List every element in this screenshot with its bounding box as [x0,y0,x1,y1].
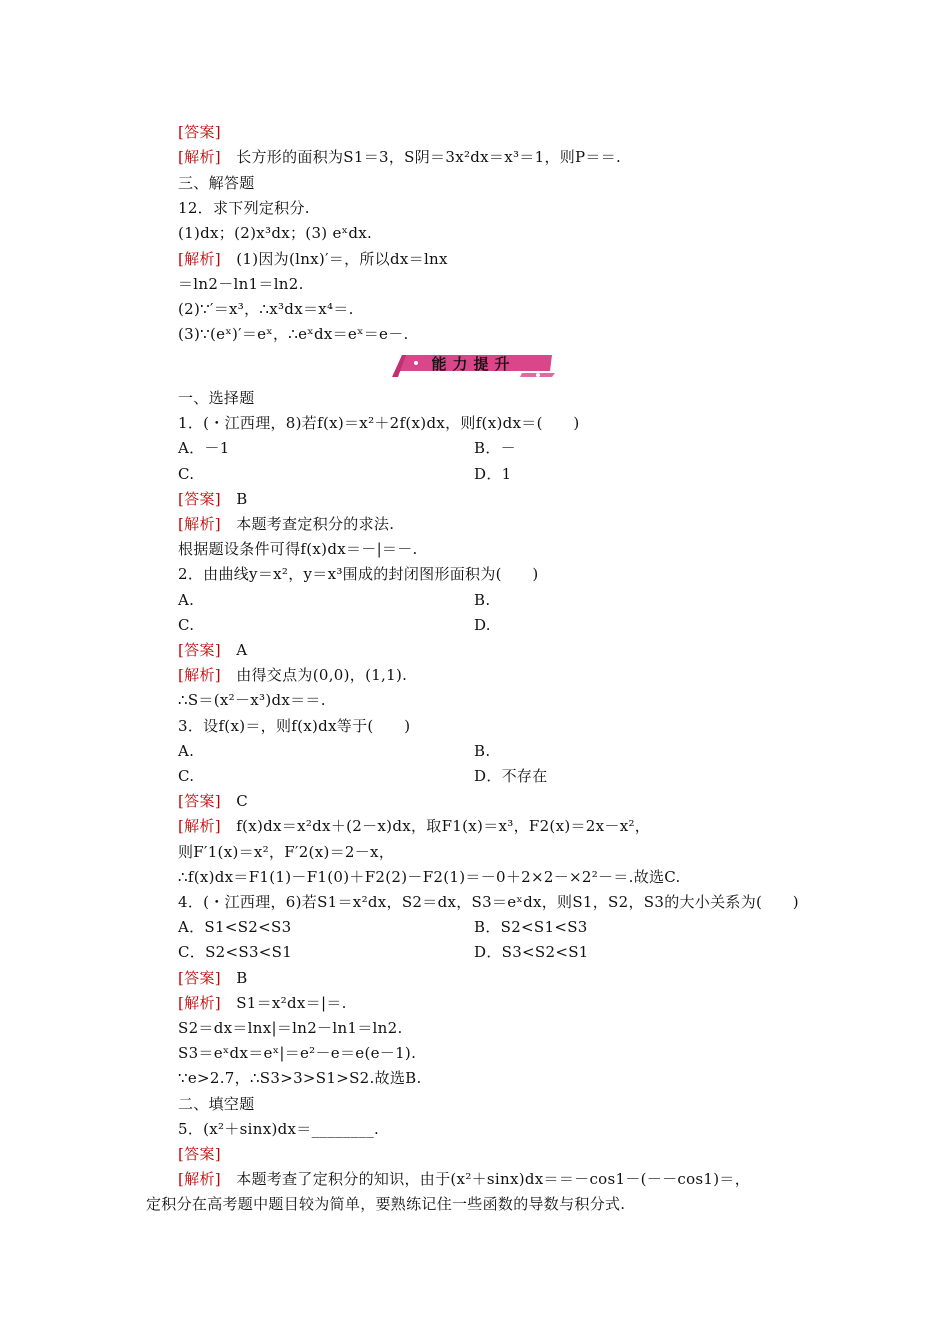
label-tag: [解析] [178,817,221,836]
label-tag: [答案] [178,123,221,141]
option-right: D．1 [474,464,512,483]
text-segment: C [220,792,248,811]
text-line [178,1043,416,1063]
text-segment: 一、选择题 [178,389,255,407]
text-segment: 则F′1(x)＝x²，F′2(x)＝2－x， [178,842,395,861]
text-line [178,388,255,408]
text-segment: 三、解答题 [178,173,255,192]
text-line [178,766,548,786]
text-line [178,489,248,509]
label-tag: [答案] [178,1145,221,1163]
label-tag: [答案] [178,792,221,811]
option-right: D．不存在 [474,767,548,785]
text-line [178,464,512,484]
text-line [178,1144,221,1164]
text-segment: f(x)dx＝x²dx＋(2－x)dx，取F1(x)＝x³，F2(x)＝2x－x²， [220,817,651,836]
text-line [178,1068,422,1088]
label-tag: [解析] [178,993,221,1012]
label-tag: [解析] [178,249,221,268]
text-line [178,993,347,1013]
text-segment: 12．求下列定积分. [178,198,310,217]
text-line [178,741,491,761]
text-line [178,690,326,710]
text-line [146,1194,625,1214]
text-line [178,640,247,660]
text-line [178,1119,379,1139]
text-line [178,223,372,243]
label-tag: [解析] [178,666,221,685]
text-line [178,791,248,811]
text-segment: A. [178,741,195,760]
text-line [178,299,354,319]
text-line [178,665,407,685]
text-segment: B [220,489,248,508]
option-right: D．S3<S2<S1 [474,943,589,962]
text-segment: A [220,641,248,659]
text-segment: S1＝x²dx＝|＝. [220,993,347,1012]
text-segment: 1．(・江西理，8)若f(x)＝x²＋2f(x)dx，则f(x)dx＝( ) [178,414,580,433]
text-line [178,1018,403,1038]
text-line [178,716,410,736]
banner-title: 能力提升 [431,355,516,373]
text-line [178,1169,750,1189]
text-segment: 4．(・江西理，6)若S1＝x²dx，S2＝dx，S3＝eˣdx，则S1，S2，S3的大小关系为( ) [178,893,799,911]
text-segment: C. [178,767,195,785]
text-segment: (3)∵(eˣ)′＝eˣ，∴eˣdx＝eˣ＝e－. [178,325,409,344]
text-line [178,842,394,862]
option-right: B．－ [474,439,516,458]
text-line [178,867,681,887]
text-segment: A．S1<S2<S3 [178,918,292,937]
text-segment: 长方形的面积为S1＝3，S阴＝3x²dx＝x³＝1，则P＝＝. [220,148,622,167]
text-segment: S2＝dx＝lnx|＝ln2－ln1＝ln2. [178,1019,403,1037]
section-banner [392,353,555,379]
text-segment: 本题考查了定积分的知识，由于(x²＋sinx)dx＝＝－cos1－(－－cos1)＝， [220,1170,751,1189]
text-segment: (1)因为(lnx)′＝，所以dx＝lnx [220,249,448,268]
text-line [178,514,394,534]
text-line [178,816,650,836]
text-line [178,324,409,344]
text-segment: ∴f(x)dx＝F1(1)－F1(0)＋F2(2)－F2(1)＝－0＋2×2－×2²－＝.故选C. [178,867,681,886]
label-tag: [解析] [178,515,221,533]
option-right: B. [474,590,491,609]
text-line [178,438,516,458]
label-tag: [答案] [178,641,221,659]
text-segment: C. [178,464,195,483]
text-segment: 2．由曲线y＝x²，y＝x³围成的封闭图形面积为( ) [178,565,539,584]
text-segment: ＝ln2－ln1＝ln2. [178,274,304,293]
text-segment: C．S2<S3<S1 [178,943,293,962]
text-line [178,942,589,962]
text-segment: C. [178,615,195,634]
text-segment: (2)∵′＝x³，∴x³dx＝x⁴＝. [178,300,354,319]
text-line [178,122,221,142]
text-line [178,968,248,988]
text-segment: 5．(x²＋sinx)dx＝________. [178,1119,380,1138]
text-line [178,249,448,269]
text-line [178,564,539,584]
text-segment: 二、填空题 [178,1094,255,1113]
text-segment: 由得交点为(0,0)，(1,1). [220,666,408,685]
option-right: D. [474,615,491,634]
text-line [178,147,621,167]
text-line [178,173,255,193]
label-tag: [答案] [178,968,221,987]
text-line [178,413,579,433]
option-right: B．S2<S1<S3 [474,918,588,937]
label-tag: [答案] [178,489,221,508]
text-line [178,892,799,912]
text-segment: B [220,968,248,987]
text-line [178,615,491,635]
text-segment: ∵e>2.7，∴S3>3>S1>S2.故选B. [178,1069,422,1088]
text-line [178,590,491,610]
text-segment: 根据题设条件可得f(x)dx＝－|＝－. [178,540,418,559]
label-tag: [解析] [178,148,221,167]
text-segment: ∴S＝(x²－x³)dx＝＝. [178,691,326,710]
label-tag: [解析] [178,1170,221,1189]
text-line [178,274,304,294]
text-segment: A．－1 [178,439,230,458]
text-segment: 定积分在高考题中题目较为简单，要熟练记住一些函数的导数与积分式. [146,1195,626,1214]
text-segment: S3＝eˣdx＝eˣ|＝e²－e＝e(e－1). [178,1044,417,1063]
text-segment: A. [178,590,195,609]
text-segment: 3．设f(x)＝，则f(x)dx等于( ) [178,716,411,735]
text-segment: 本题考查定积分的求法. [220,515,395,533]
text-line [178,917,588,937]
text-line [178,539,418,559]
text-segment: (1)dx；(2)x³dx；(3) eˣdx. [178,224,373,243]
text-line [178,198,310,218]
text-line [178,1094,255,1114]
option-right: B. [474,741,491,760]
